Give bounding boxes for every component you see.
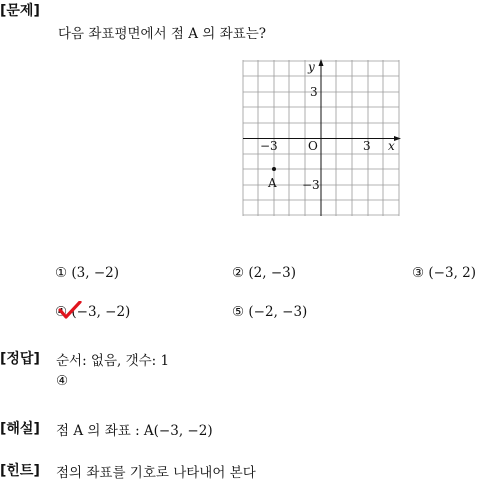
choice-5[interactable] <box>232 304 307 320</box>
x-axis-arrow <box>394 136 401 141</box>
y-axis-label: y <box>308 60 315 74</box>
choice-1-num: ① <box>55 265 68 281</box>
choice-2-text: (2, −3) <box>248 265 297 281</box>
explanation-text: 점 A 의 좌표 : A(−3, −2) <box>56 423 213 439</box>
choice-2-num: ② <box>232 265 245 281</box>
point-a <box>272 167 276 171</box>
point-a-label: A <box>268 176 277 190</box>
choice-3-num: ③ <box>412 265 425 281</box>
choice-4-text: (−3, −2) <box>71 304 131 320</box>
choice-1-text: (3, −2) <box>71 265 120 281</box>
hint-label: [힌트] <box>0 463 40 479</box>
x-axis-label: x <box>388 139 395 153</box>
checkmark-icon <box>58 301 82 321</box>
choice-2[interactable] <box>232 265 296 281</box>
x-tick-neg: −3 <box>260 139 278 153</box>
answer-label: [정답] <box>0 351 40 367</box>
choice-5-text: (−2, −3) <box>248 304 308 320</box>
y-tick-neg: −3 <box>302 178 320 192</box>
answer-line1: 순서: 없음, 갯수: 1 <box>56 353 170 369</box>
origin-label: O <box>308 139 318 153</box>
choice-3[interactable] <box>412 265 476 281</box>
x-tick-pos: 3 <box>363 139 371 153</box>
coordinate-plane <box>238 58 404 218</box>
answer-line2: ④ <box>56 373 69 389</box>
question-text: 다음 좌표평면에서 점 A 의 좌표는? <box>58 26 266 42</box>
y-axis-arrow <box>319 59 324 66</box>
choice-1[interactable] <box>55 265 119 281</box>
choice-3-text: (−3, 2) <box>428 265 477 281</box>
explanation-label: [해설] <box>0 421 40 437</box>
hint-text: 점의 좌표를 기호로 나타내어 본다 <box>56 465 256 481</box>
y-tick-pos: 3 <box>310 85 318 99</box>
problem-label: [문제] <box>0 3 40 19</box>
choice-4-num: ④ <box>55 304 68 320</box>
choice-5-num: ⑤ <box>232 304 245 320</box>
